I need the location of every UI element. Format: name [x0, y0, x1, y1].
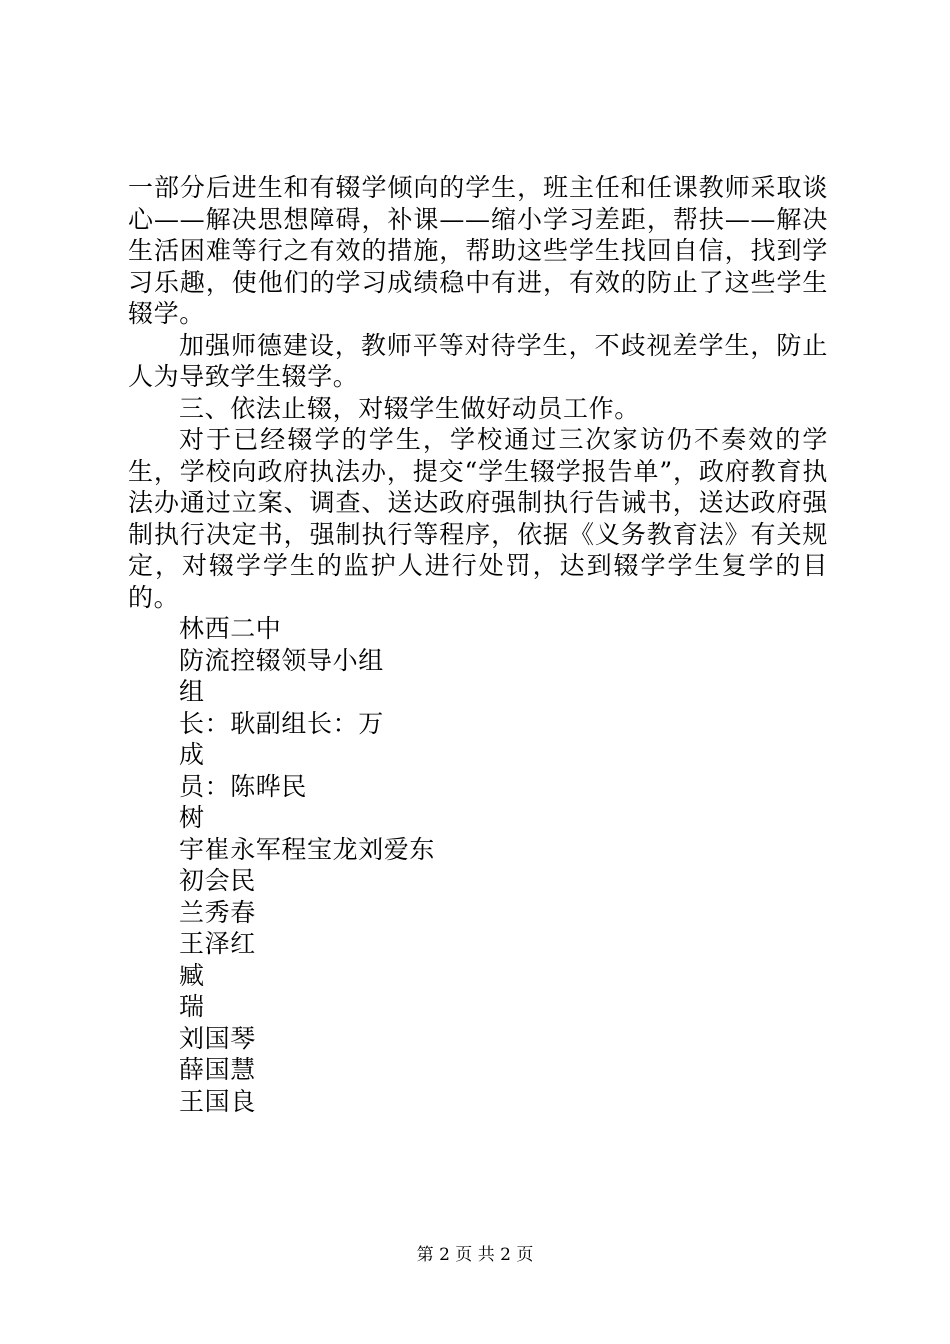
- paragraph-4: 对于已经辍学的学生，学校通过三次家访仍不奏效的学生，学校向政府执法办，提交“学生辍学报告单”，政府教育执法办通过立案、调查、送达政府强制执行告诫书，送达政府强制执行决定书，强制执行等程序，依据《义务教育法》有关规定，对辍学学生的监护人进行处罚，达到辍学学生复学的目的。: [128, 425, 828, 612]
- member-line: 瑞: [179, 992, 205, 1021]
- member-line: 宇崔永军程宝龙刘爱东: [179, 834, 436, 864]
- member-line: 臧: [179, 960, 205, 990]
- page-footer: 第 2 页 共 2 页: [416, 1245, 534, 1265]
- paragraph-2: 加强师德建设，教师平等对待学生，不歧视差学生，防止人为导致学生辍学。: [128, 330, 828, 391]
- member-line: 员：陈晔民: [179, 771, 308, 801]
- member-line: 王泽红: [179, 929, 256, 958]
- member-line: 刘国琴: [179, 1023, 256, 1053]
- document-body: [128, 172, 828, 1117]
- member-line: 树: [179, 803, 205, 832]
- member-line: 薛国慧: [179, 1055, 256, 1084]
- member-line: 兰秀春: [179, 897, 256, 927]
- section-heading-3: 三、依法止辍，对辍学生做好动员工作。: [179, 393, 640, 423]
- paragraph-1: 一部分后进生和有辍学倾向的学生，班主任和任课教师采取谈心——解决思想障碍，补课——缩小学习差距，帮扶——解决生活困难等行之有效的措施，帮助这些学生找回自信，找到学习乐趣，使他们的学习成绩稳中有进，有效的防止了这些学生辍学。: [128, 173, 828, 328]
- school-name: 林西二中: [179, 614, 282, 643]
- group-title: 防流控辍领导小组: [179, 645, 384, 675]
- member-line: 组: [179, 677, 205, 706]
- member-line: 王国良: [179, 1086, 256, 1116]
- member-line: 成: [179, 740, 205, 769]
- member-line: 长：耿副组长：万: [179, 708, 384, 738]
- member-line: 初会民: [179, 866, 256, 895]
